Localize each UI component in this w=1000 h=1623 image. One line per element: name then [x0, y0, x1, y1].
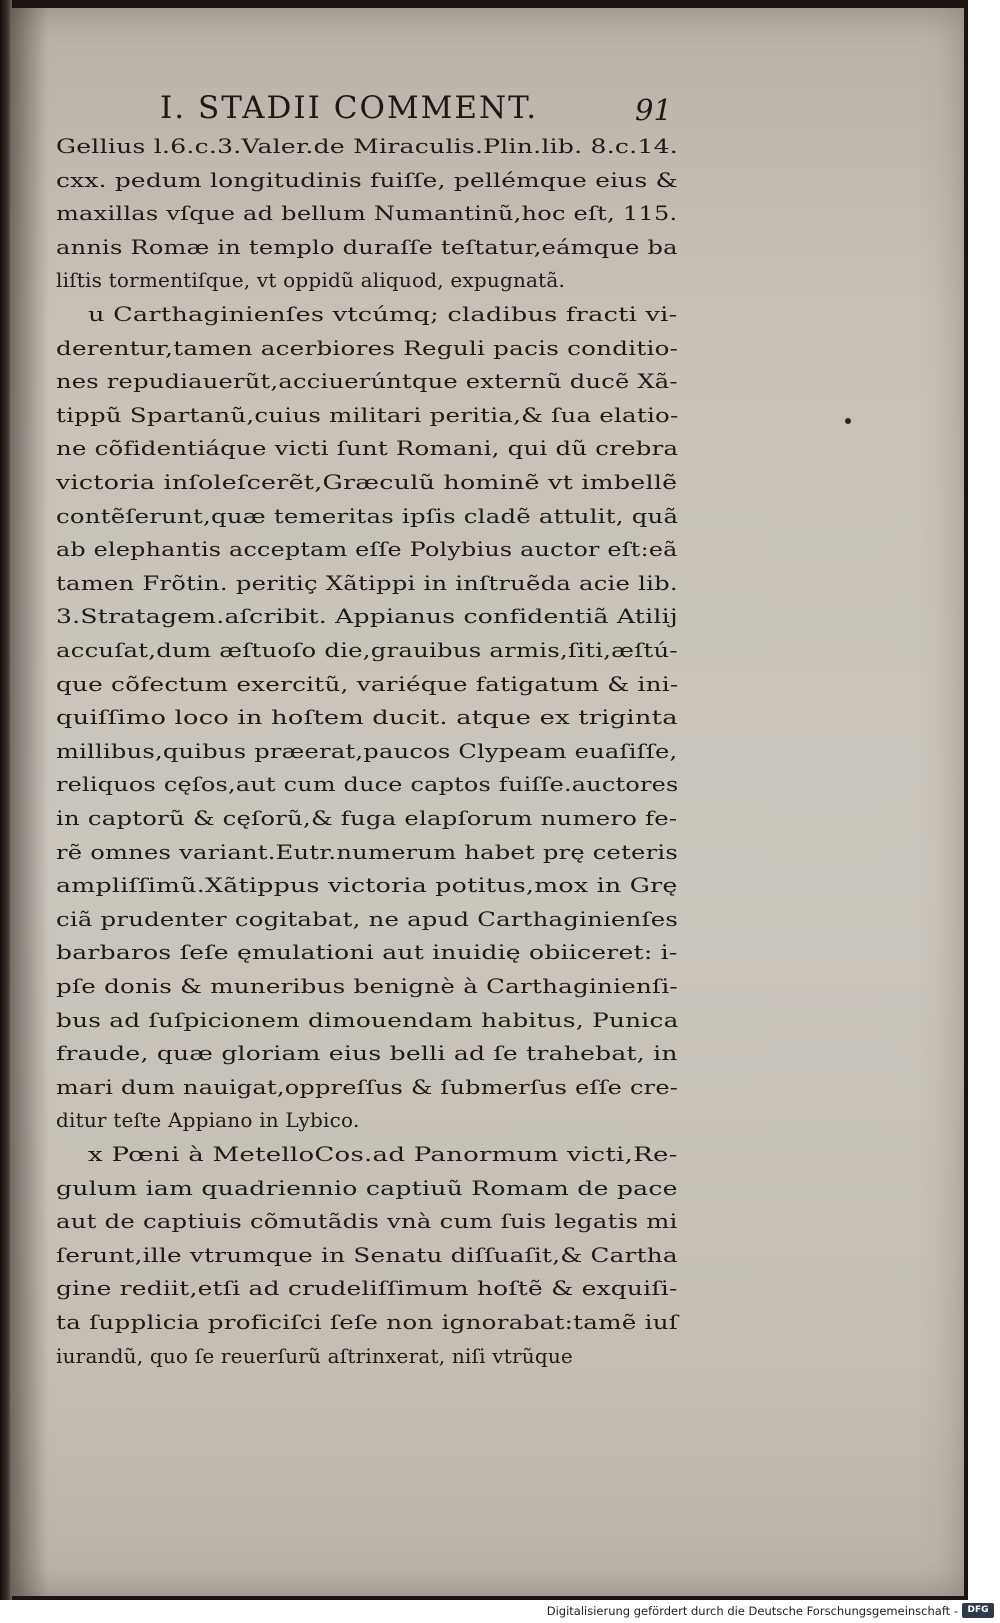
text-line: accuſat,dum æſtuoſo die,grauibus armis,ſiti,æſtú- [56, 638, 678, 662]
text-line: iurandũ, quo ſe reuerſurũ aſtrinxerat, niſi vtrũque [56, 1343, 573, 1368]
text-line: nes repudiauerũt,acciuerúntque externũ ducẽ Xã- [56, 369, 678, 394]
running-title: I. STADII COMMENT. [160, 90, 539, 126]
text-line: annis Romæ in templo duraſſe teſtatur,eámque ba [56, 234, 678, 259]
text-line: maxillas vſque ad bellum Numantinũ,hoc eſt, 115. [56, 201, 678, 226]
text-line: ampliſſimũ.Xãtippus victoria potitus,mox in Grę [56, 873, 678, 898]
text-line: rẽ omnes variant.Eutr.numerum habet prę ceteris [56, 839, 678, 864]
text-line: quiſſimo loco in hoſtem ducit. atque ex triginta [56, 705, 678, 730]
text-line: x Pœni à MetelloCos.ad Panormum victi,Re- [88, 1142, 678, 1166]
gutter-shadow [10, 8, 48, 1596]
funding-credit: Digitalisierung gefördert durch die Deutsche Forschungsgemeinschaft - [546, 1604, 958, 1618]
text-line: gine rediit,etſi ad crudeliſſimum hoſtẽ & exquiſi- [56, 1276, 678, 1301]
page-number: 91 [635, 93, 672, 127]
text-line: ab elephantis acceptam eſſe Polybius auctor eſt:eã [56, 537, 678, 562]
text-line: ta ſupplicia proficiſci ſeſe non ignorabat:tamẽ iuſ [56, 1310, 679, 1334]
text-line: ſerunt,ille vtrumque in Senatu diſſuaſit,& Cartha [56, 1242, 678, 1267]
text-line: u Carthaginienſes vtcúmq; cladibus fracti vi- [88, 302, 678, 326]
text-line: ditur teſte Appiano in Lybico. [56, 1108, 360, 1133]
text-line: victoria inſoleſcerẽt,Græculũ hominẽ vt imbellẽ [56, 470, 678, 494]
text-line: ciã prudenter cogitabat, ne apud Carthaginienſes [56, 906, 679, 931]
text-line: Gellius l.6.c.3.Valer.de Miraculis.Plin.lib. 8.c.14. [56, 134, 678, 158]
text-line: tamen Frõtin. peritiç Xãtippi in inſtruẽda acie lib. [56, 570, 678, 595]
footer-bar [0, 1600, 1000, 1623]
text-line: que cõfectum exercitũ, variéque fatigatum & ini- [56, 671, 679, 696]
text-line: cxx. pedum longitudinis fuiſſe, pellémque eius & [56, 167, 678, 192]
text-line: bus ad ſuſpicionem dimouendam habitus, Punica [56, 1007, 679, 1032]
text-line: pſe donis & muneribus benignè à Carthaginienſi- [56, 974, 678, 998]
text-line: contẽſerunt,quæ temeritas ipſis cladẽ attulit, quã [56, 503, 679, 528]
text-line: fraude, quæ gloriam eius belli ad ſe trahebat, in [56, 1041, 678, 1066]
text-line: derentur,tamen acerbiores Reguli pacis conditio- [56, 335, 679, 360]
text-line: aut de captiuis cõmutãdis vnà cum ſuis legatis mi [56, 1209, 678, 1234]
ink-speck [845, 418, 851, 424]
text-line: 3.Stratagem.aſcribit. Appianus confidentiã Atilij [56, 604, 678, 629]
text-line: reliquos cęſos,aut cum duce captos fuiſſe.auctores [56, 772, 679, 797]
text-line: gulum iam quadriennio captiuũ Romam de pace [56, 1175, 678, 1200]
dfg-logo: DFG [962, 1603, 994, 1618]
text-line: tippũ Spartanũ,cuius militari peritia,& ſua elatio- [56, 402, 679, 427]
book-page [10, 8, 964, 1596]
text-line: in captorũ & cęſorũ,& fuga elapſorum numero fe- [56, 806, 678, 830]
text-line: liſtis tormentiſque, vt oppidũ aliquod, expugnatã. [56, 268, 566, 293]
text-line: millibus,quibus præerat,paucos Clypeam euaſiſſe, [56, 738, 678, 763]
text-line: barbaros ſeſe ęmulationi aut inuidię obiiceret: i- [56, 940, 678, 965]
text-line: ne cõfidentiáque victi ſunt Romani, qui dũ crebra [56, 436, 679, 461]
text-line: mari dum nauigat,oppreſſus & ſubmerſus eſſe cre- [56, 1074, 679, 1099]
